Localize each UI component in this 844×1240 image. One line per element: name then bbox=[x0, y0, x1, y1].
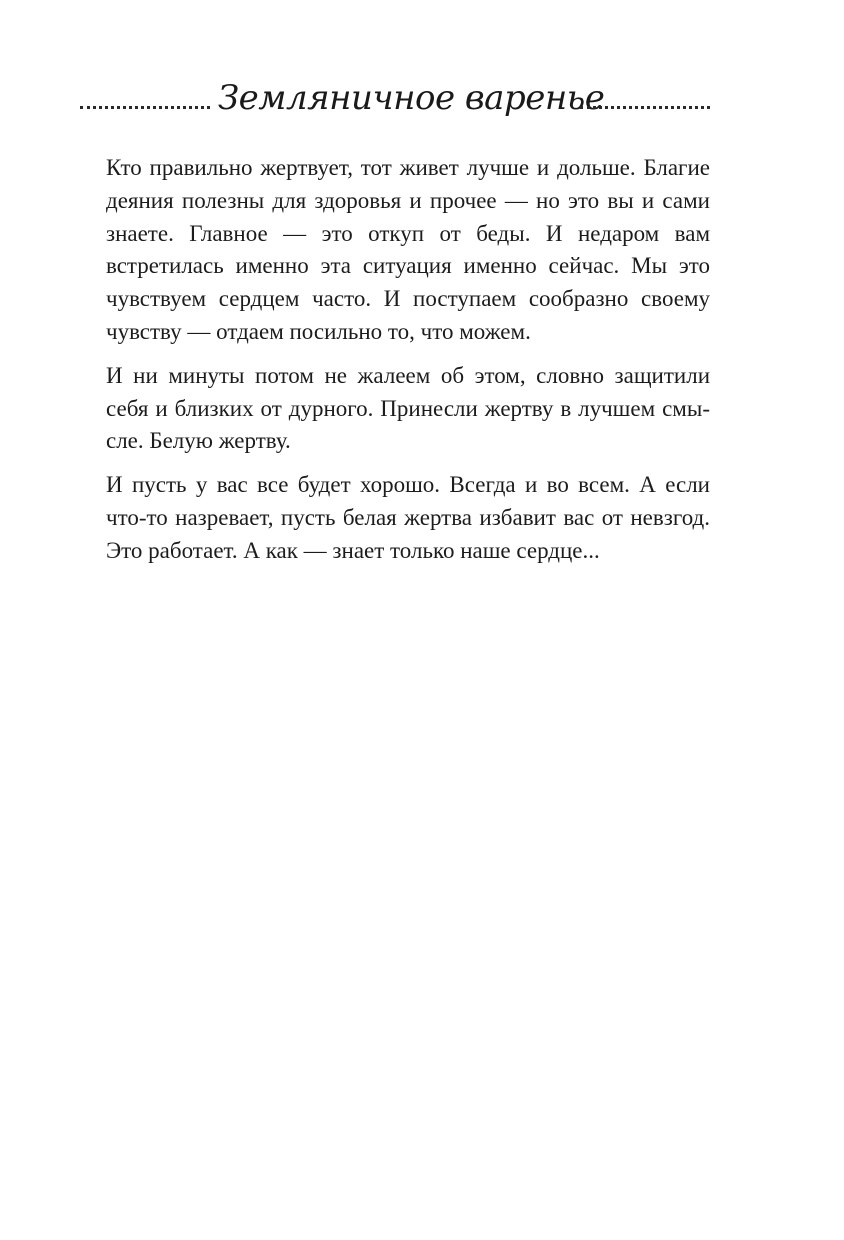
paragraph-3: И пусть у вас все будет хорошо. Всегда и во всем. А если что-то назревает, пусть белая жертва избавит вас от невзгод. Это работает. А как — знает только наше сердце... bbox=[106, 472, 710, 563]
header-dotted-rule-right bbox=[580, 106, 710, 109]
body-text bbox=[106, 152, 710, 579]
header-dotted-rule-left bbox=[80, 106, 210, 109]
paragraph-1: Кто правильно жертвует, тот живет лучше и дольше. Благие деяния полезны для здоровья и прочее — но это вы и сами знаете. Главное — это откуп от беды. И недаром вам встретилась именно эта ситуация именно сейчас. Мы это чувствуем сердцем часто. И поступаем сообразно своему чувству — отдаем посильно то, что можем. bbox=[106, 155, 710, 344]
paragraph-2: И ни минуты потом не жалеем об этом, словно защитили себя и близких от дурного. Принесли жертву в лучшем смысле. Белую жертву. bbox=[106, 362, 710, 454]
running-header bbox=[80, 70, 710, 140]
running-header-title: Земляничное варенье bbox=[218, 78, 605, 118]
